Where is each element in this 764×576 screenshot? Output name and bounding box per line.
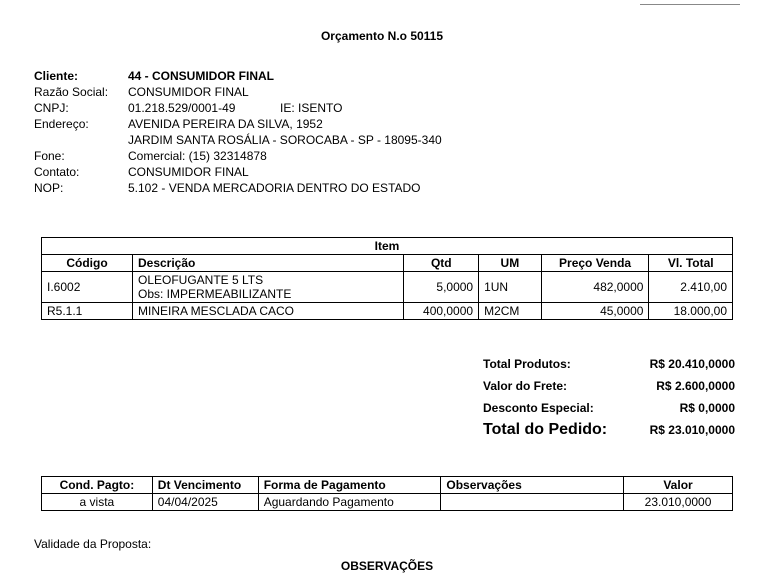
total-pedido-row xyxy=(483,421,735,443)
total-produtos-row xyxy=(483,355,735,377)
header-codigo: Código xyxy=(42,255,133,272)
endereco-line2: JARDIM SANTA ROSÁLIA - SOROCABA - SP - 18095-340 xyxy=(128,133,442,147)
items-caption-row xyxy=(42,238,733,255)
frete-value: R$ 2.600,0000 xyxy=(656,379,735,393)
ie-value: IE: ISENTO xyxy=(280,101,343,115)
header-dt-vencimento: Dt Vencimento xyxy=(152,477,258,494)
payment-table xyxy=(41,476,733,511)
totals-block xyxy=(483,355,735,443)
cell-descricao: MINEIRA MESCLADA CACO xyxy=(132,303,403,320)
header-preco: Preço Venda xyxy=(541,255,649,272)
cell-total: 2.410,00 xyxy=(649,272,733,303)
razao-label: Razão Social: xyxy=(34,85,109,99)
cell-qtd: 400,0000 xyxy=(404,303,479,320)
cell-qtd: 5,0000 xyxy=(404,272,479,303)
cell-cond-pagto: a vista xyxy=(42,494,153,511)
cliente-label: Cliente: xyxy=(34,69,79,83)
header-um: UM xyxy=(479,255,542,272)
cell-um: M2CM xyxy=(479,303,542,320)
items-table xyxy=(41,237,733,320)
frete-label: Valor do Frete: xyxy=(483,379,568,393)
items-header-row xyxy=(42,255,733,272)
header-forma-pagamento: Forma de Pagamento xyxy=(258,477,441,494)
cell-valor: 23.010,0000 xyxy=(624,494,733,511)
desconto-label: Desconto Especial: xyxy=(483,401,594,415)
table-row xyxy=(42,303,733,320)
nop-value: 5.102 - VENDA MERCADORIA DENTRO DO ESTADO xyxy=(128,181,421,195)
total-pedido-value: R$ 23.010,0000 xyxy=(649,423,735,437)
cell-preco: 45,0000 xyxy=(541,303,649,320)
document-title: Orçamento N.o 50115 xyxy=(320,29,444,43)
table-row xyxy=(42,494,733,511)
item-description: OLEOFUGANTE 5 LTS xyxy=(137,273,264,287)
endereco-line1: AVENIDA PEREIRA DA SILVA, 1952 xyxy=(128,117,323,131)
cell-codigo: R5.1.1 xyxy=(42,303,133,320)
cnpj-value: 01.218.529/0001-49 xyxy=(128,101,236,115)
cnpj-label: CNPJ: xyxy=(34,101,69,115)
cell-observacoes xyxy=(441,494,624,511)
cell-forma-pagamento: Aguardando Pagamento xyxy=(258,494,441,511)
cliente-value: 44 - CONSUMIDOR FINAL xyxy=(128,69,275,83)
cell-total: 18.000,00 xyxy=(649,303,733,320)
cell-dt-vencimento: 04/04/2025 xyxy=(152,494,258,511)
cell-codigo: I.6002 xyxy=(42,272,133,303)
header-total: Vl. Total xyxy=(649,255,733,272)
header-observacoes: Observações xyxy=(441,477,624,494)
header-descricao: Descrição xyxy=(132,255,403,272)
cell-descricao xyxy=(132,272,403,303)
items-caption: Item xyxy=(42,238,733,255)
header-cond-pagto: Cond. Pagto: xyxy=(42,477,153,494)
validade-label: Validade da Proposta: xyxy=(34,537,152,551)
observacoes-heading: OBSERVAÇÕES xyxy=(340,559,434,573)
desconto-row xyxy=(483,399,735,421)
fone-label: Fone: xyxy=(34,149,65,163)
item-observation: Obs: IMPERMEABILIZANTE xyxy=(137,287,292,301)
total-produtos-label: Total Produtos: xyxy=(483,357,571,371)
table-row xyxy=(42,272,733,303)
cell-um: 1UN xyxy=(479,272,542,303)
razao-value: CONSUMIDOR FINAL xyxy=(128,85,249,99)
frete-row xyxy=(483,377,735,399)
contato-value: CONSUMIDOR FINAL xyxy=(128,165,249,179)
contato-label: Contato: xyxy=(34,165,80,179)
header-qtd: Qtd xyxy=(404,255,479,272)
total-pedido-label: Total do Pedido: xyxy=(483,421,608,438)
header-valor: Valor xyxy=(624,477,733,494)
top-divider xyxy=(640,4,740,5)
cell-preco: 482,0000 xyxy=(541,272,649,303)
payment-header-row xyxy=(42,477,733,494)
nop-label: NOP: xyxy=(34,181,64,195)
endereco-label: Endereço: xyxy=(34,117,89,131)
fone-value: Comercial: (15) 32314878 xyxy=(128,149,267,163)
total-produtos-value: R$ 20.410,0000 xyxy=(649,357,735,371)
desconto-value: R$ 0,0000 xyxy=(679,401,735,415)
